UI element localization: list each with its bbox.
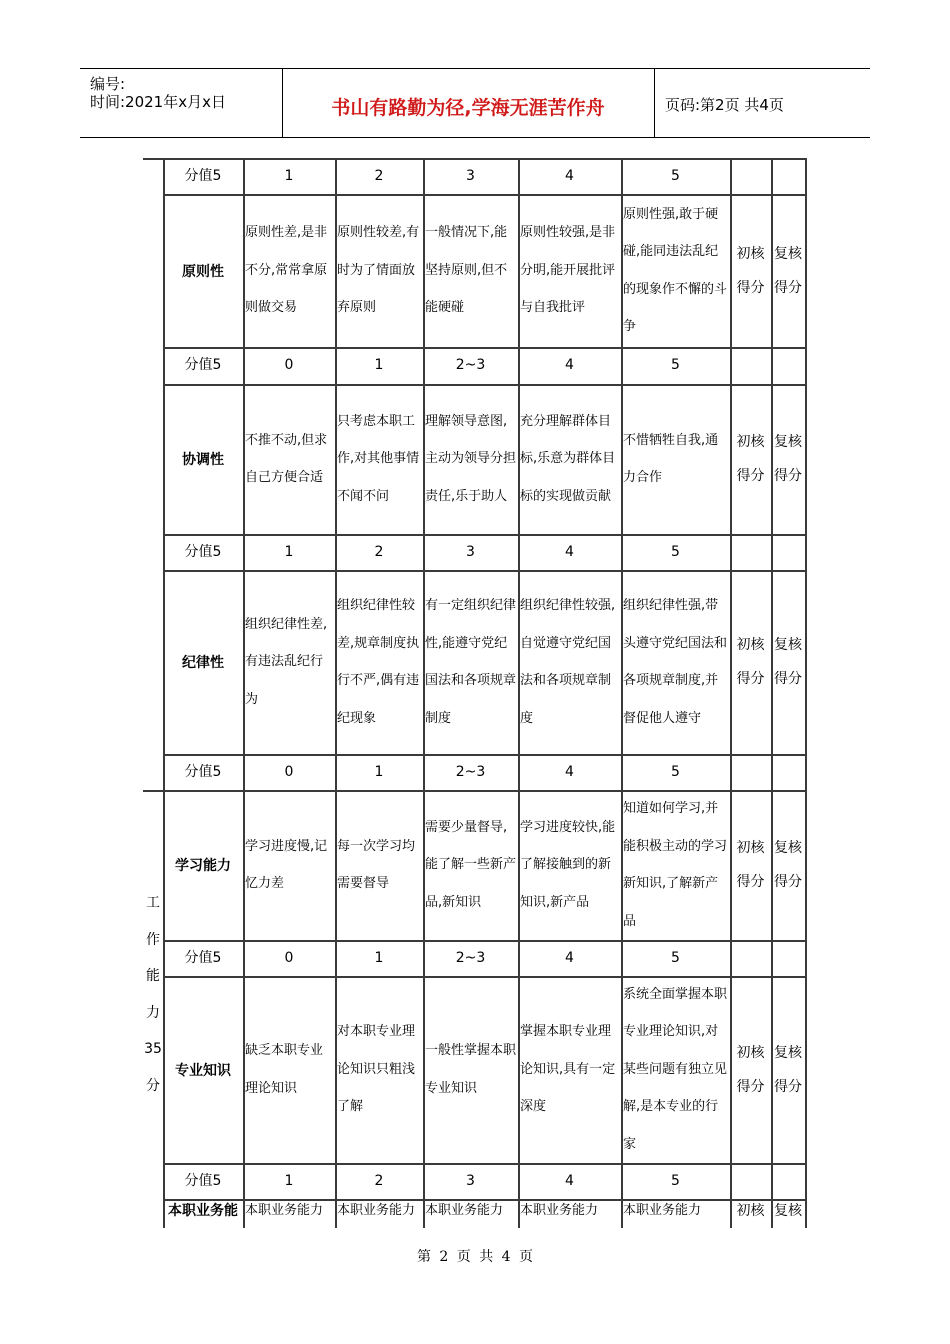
- section-label-glyph: 分: [146, 1077, 160, 1094]
- section-label-glyph: 力: [146, 1004, 160, 1021]
- score-value: 4: [565, 763, 574, 780]
- header-divider: [654, 69, 655, 137]
- initial-score-cell: 初核得分: [736, 434, 765, 484]
- document-date-label: 时间:2021年x月x日: [90, 93, 226, 111]
- score-value: 4: [565, 543, 574, 560]
- score-value: 1: [284, 1172, 294, 1189]
- level-description: 只考虑本职工作,对其他事情不闻不问: [337, 413, 420, 504]
- level-description: 原则性强,敢于硬碰,能同违法乱纪的现象作不懈的斗争: [623, 206, 728, 334]
- score-label: 分值5: [184, 1172, 222, 1189]
- initial-score-cell: 初核得分: [736, 840, 765, 890]
- level-description: 系统全面掌握本职专业理论知识,对某些问题有独立见解,是本专业的行家: [623, 986, 728, 1152]
- score-label: 分值5: [184, 763, 222, 780]
- review-score-cell: 复核得分: [774, 840, 802, 890]
- level-description: 掌握本职专业理论知识,具有一定深度: [520, 1024, 616, 1115]
- level-description: 需要少量督导,能了解一些新产品,新知识: [425, 819, 517, 910]
- criterion-name: 协调性: [182, 452, 224, 468]
- level-description: 理解领导意图,主动为领导分担责任,乐于助人: [425, 413, 517, 504]
- score-value: 5: [671, 949, 680, 966]
- level-description: 原则性较强,是非分明,能开展批评与自我批评: [520, 225, 616, 316]
- review-score-cell: 复核得分: [774, 1044, 802, 1095]
- header-motto: 书山有路勤为径,学海无涯苦作舟: [331, 97, 605, 119]
- page-footer: 第 2 页 共 4 页: [416, 1249, 534, 1265]
- table-rule: [805, 158, 807, 1228]
- level-description: 本职业务能力: [337, 1203, 416, 1218]
- section-label-work-ability: [143, 896, 163, 1115]
- level-description: 组织纪律性较强,自觉遵守党纪国法和各项规章制度: [520, 598, 616, 726]
- level-description: 一般性掌握本职专业知识: [425, 1043, 517, 1096]
- level-description: 不惜牺牲自我,通力合作: [623, 432, 719, 485]
- level-description: 对本职专业理论知识只粗浅了解: [337, 1024, 416, 1115]
- criterion-name: 专业知识: [175, 1062, 231, 1079]
- level-description: 知道如何学习,并能积极主动的学习新知识,了解新产品: [623, 801, 728, 929]
- score-label: 分值5: [184, 357, 222, 374]
- score-value: 3: [466, 1172, 475, 1189]
- score-value: 2: [374, 167, 384, 184]
- score-value: 2: [374, 1172, 384, 1189]
- score-value: 5: [671, 167, 680, 184]
- initial-score-cell: 初核得分: [736, 245, 765, 296]
- level-description: 本职业务能力: [520, 1203, 599, 1218]
- criterion-name: 学习能力: [175, 858, 231, 874]
- score-value: 0: [284, 357, 294, 374]
- score-value: 5: [671, 543, 680, 560]
- score-value: 3: [466, 543, 475, 560]
- review-score-cell: 复核得分: [774, 434, 802, 484]
- level-description: 缺乏本职专业理论知识: [245, 1043, 324, 1096]
- evaluation-table: [143, 158, 807, 1228]
- level-description: 一般情况下,能坚持原则,但不能硬碰: [425, 225, 508, 316]
- score-label: 分值5: [184, 949, 222, 966]
- level-description: 本职业务能力: [425, 1203, 504, 1218]
- level-description: 学习进度较快,能了解接触到的新知识,新产品: [520, 819, 616, 910]
- level-description: 组织纪律性差,有违法乱纪行为: [245, 616, 328, 707]
- score-value: 5: [671, 763, 680, 780]
- page-header: [80, 68, 870, 138]
- document-number-label: 编号:: [90, 75, 126, 93]
- score-value: 1: [374, 763, 384, 780]
- section-label-glyph: 35: [144, 1041, 162, 1057]
- criterion-name: 纪律性: [182, 655, 224, 671]
- score-value: 1: [284, 543, 294, 560]
- level-description: 本职业务能力: [245, 1203, 324, 1218]
- level-description: 充分理解群体目标,乐意为群体目标的实现做贡献: [520, 413, 616, 504]
- review-score-cell: 复核得分: [774, 637, 802, 687]
- score-label: 分值5: [184, 167, 222, 184]
- initial-score-cell: 初核: [736, 1203, 765, 1219]
- section-label-glyph: 能: [146, 968, 160, 984]
- criterion-name: 原则性: [182, 263, 224, 280]
- score-value: 2~3: [455, 357, 486, 374]
- criterion-name: 本职业务能: [168, 1203, 238, 1219]
- level-description: 不推不动,但求自己方便合适: [245, 432, 328, 485]
- score-value: 1: [284, 167, 294, 184]
- section-label-glyph: 工: [146, 895, 160, 911]
- level-description: 组织纪律性强,带头遵守党纪国法和各项规章制度,并督促他人遵守: [623, 598, 728, 726]
- level-description: 组织纪律性较差,规章制度执行不严,偶有违纪现象: [337, 598, 420, 726]
- table-rule: [143, 790, 163, 792]
- score-value: 2~3: [455, 763, 486, 780]
- initial-score-cell: 初核得分: [736, 637, 765, 687]
- score-value: 4: [565, 167, 574, 184]
- review-score-cell: 复核得分: [774, 245, 802, 296]
- initial-score-cell: 初核得分: [736, 1044, 765, 1095]
- score-value: 4: [565, 949, 574, 966]
- level-description: 原则性较差,有时为了情面放弃原则: [337, 225, 420, 316]
- score-value: 1: [374, 357, 384, 374]
- review-score-cell: 复核: [774, 1203, 802, 1219]
- score-value: 5: [671, 1172, 680, 1189]
- header-page-number: 页码:第2页 共4页: [665, 96, 784, 114]
- score-value: 2: [374, 543, 384, 560]
- score-value: 5: [671, 357, 680, 374]
- level-description: 每一次学习均需要督导: [337, 838, 416, 891]
- score-value: 0: [284, 763, 294, 780]
- level-description: 本职业务能力: [623, 1203, 702, 1218]
- score-value: 3: [466, 167, 475, 184]
- level-description: 原则性差,是非不分,常常拿原则做交易: [245, 225, 328, 316]
- score-value: 1: [374, 949, 384, 966]
- score-value: 4: [565, 357, 574, 374]
- score-value: 2~3: [455, 949, 486, 966]
- score-value: 0: [284, 949, 294, 966]
- section-label-glyph: 作: [146, 931, 160, 948]
- level-description: 有一定组织纪律性,能遵守党纪国法和各项规章制度: [425, 598, 517, 726]
- level-description: 学习进度慢,记忆力差: [245, 838, 328, 891]
- score-value: 4: [565, 1172, 574, 1189]
- score-label: 分值5: [184, 543, 222, 560]
